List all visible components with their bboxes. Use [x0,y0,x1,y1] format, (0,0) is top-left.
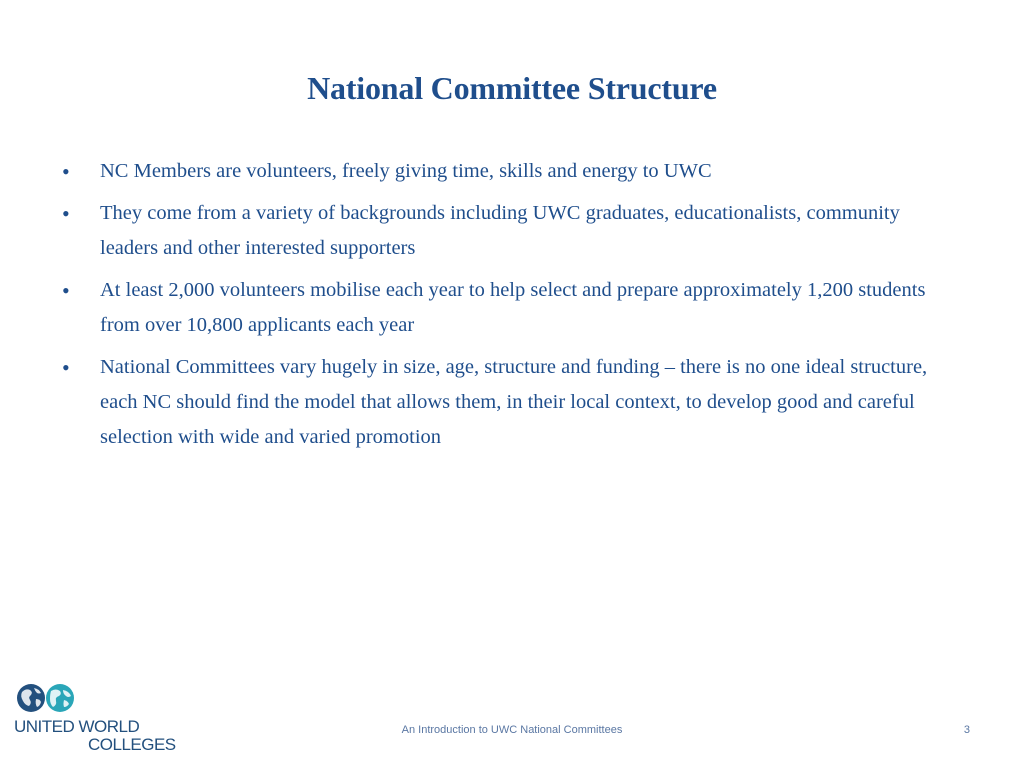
bullet-item [60,196,940,266]
bullet-item [60,273,940,343]
bullet-dot-icon: • [62,355,70,380]
uwc-logo [14,682,184,757]
bullet-text: At least 2,000 volunteers mobilise each year to help select and prepare approximately 1,200 students from over 10,800 applicants each year [100,279,926,336]
logo-text-line2: COLLEGES [88,735,176,754]
bullet-text: NC Members are volunteers, freely giving time, skills and energy to UWC [100,160,712,182]
bullet-dot-icon: • [62,159,70,184]
footer-text: An Introduction to UWC National Committees [401,724,623,736]
bullet-dot-icon: • [62,201,70,226]
page-number: 3 [963,724,970,736]
bullet-item [60,154,940,189]
slide-title: National Committee Structure [307,70,717,106]
bullet-list [60,154,940,462]
globes-icon [16,682,76,714]
logo-text-line1: UNITED WORLD [14,717,140,736]
bullet-dot-icon: • [62,278,70,303]
bullet-text: They come from a variety of backgrounds including UWC graduates, educationalists, community leaders and other interested supporters [100,202,900,259]
bullet-text: National Committees vary hugely in size, age, structure and funding – there is no one ideal structure, each NC should find the model that allows them, in their local context, to develop good and careful selection with wide and varied promotion [100,356,928,448]
bullet-item [60,350,940,455]
